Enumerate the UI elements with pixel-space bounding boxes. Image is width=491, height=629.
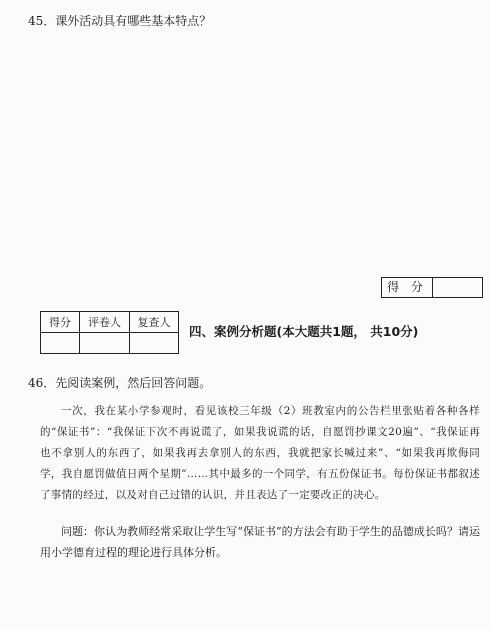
score-box xyxy=(381,277,483,298)
score-value-field xyxy=(433,278,482,297)
section-4-title: 四、案例分析题(本大题共1题， 共10分) xyxy=(189,324,419,339)
case-question: 问题：你认为教师经常采取让学生写“保证书”的方法会有助于学生的品德成长吗？请运用小学德育过程的理论进行具体分析。 xyxy=(40,525,480,559)
grader-cell-checker xyxy=(130,333,179,354)
score-label: 得 分 xyxy=(382,278,433,297)
grader-cell-score xyxy=(41,333,80,354)
question-46: 46．先阅读案例，然后回答问题。 xyxy=(28,376,212,390)
grader-header-checker: 复查人 xyxy=(130,312,179,333)
grader-header-reviewer: 评卷人 xyxy=(80,312,130,333)
case-paragraph: 一次，我在某小学参观时，看见该校三年级（2）班教室内的公告栏里张贴着各种各样的“保证书”：“我保证下次不再说谎了，如果我说谎的话，自愿罚抄课文20遍”、“我保证再也不拿别人的东西了，如果我再去拿别人的东西，我就把家长喊过来”、“如果我再欺侮同学，我自愿罚做值日两个星期”……其中最多的一个同学，有五份保证书。每份保证书都叙述了事情的经过，以及对自己过错的认识，并且表达了一定要改正的决心。 xyxy=(40,405,480,501)
grader-table xyxy=(40,311,179,354)
grader-cell-reviewer xyxy=(80,333,130,354)
grader-header-score: 得分 xyxy=(41,312,80,333)
question-45: 45．课外活动具有哪些基本特点？ xyxy=(28,14,212,28)
